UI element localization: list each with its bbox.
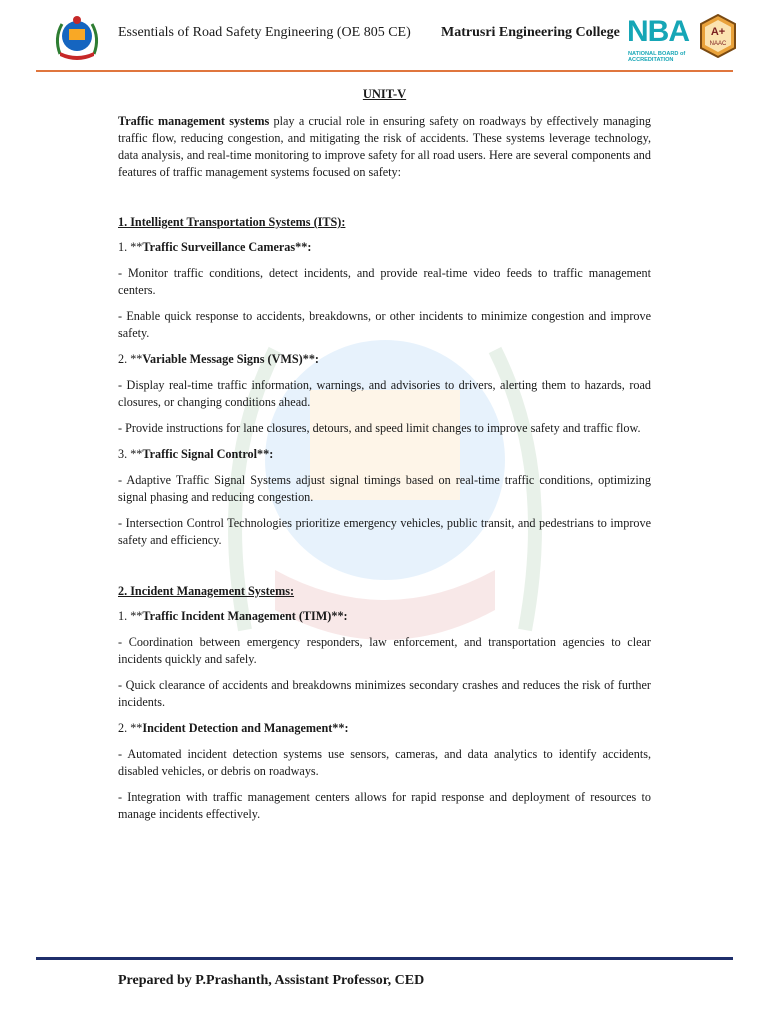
document-body (118, 86, 651, 832)
footer-text: Prepared by P.Prashanth, Assistant Professor, CED (118, 973, 425, 988)
bullet-text: - Integration with traffic management centers allows for rapid response and deployment of resources to manage incidents effectively. (118, 790, 651, 821)
college-logo (52, 14, 102, 64)
item-heading: 1. **Traffic Incident Management (TIM)**: (118, 609, 348, 623)
naac-badge (697, 14, 739, 58)
item-heading: 2. **Incident Detection and Management**: (118, 721, 349, 735)
bullet-text: - Display real-time traffic information, warnings, and advisories to drivers, alerting them to hazards, road closures, or changing conditions ahead. (118, 378, 651, 409)
intro-paragraph (118, 113, 651, 181)
nba-logo: NBA NATIONAL BOARD of ACCREDITATION (627, 15, 689, 64)
naac-grade: A+ (710, 26, 726, 38)
footer-divider (36, 957, 733, 960)
header-divider (36, 70, 733, 72)
bullet-text: - Coordination between emergency responders, law enforcement, and transportation agencies to clear incidents quickly and safely. (118, 635, 651, 666)
section-heading: 1. Intelligent Transportation Systems (ITS): (118, 215, 346, 229)
intro-text: play a crucial role in ensuring safety on roadways by effectively managing traffic flow, reducing congestion, and mitigating the risk of accidents. These systems leverage technology, data analysis, and real-time monitoring to improve safety for all road users. Here are several components and features of traffic management systems focused on safety: (118, 114, 652, 179)
item-heading: 1. **Traffic Surveillance Cameras**: (118, 240, 312, 254)
section-heading: 2. Incident Management Systems: (118, 584, 295, 598)
intro-lead: Traffic management systems (118, 114, 270, 128)
college-name: Matrusri Engineering College (441, 25, 620, 40)
bullet-text: - Adaptive Traffic Signal Systems adjust signal timings based on real-time traffic conditions, optimizing signal phasing and reducing congestion. (118, 473, 651, 504)
bullet-text: - Provide instructions for lane closures, detours, and speed limit changes to improve safety and traffic flow. (118, 421, 641, 435)
item-heading: 2. **Variable Message Signs (VMS)**: (118, 352, 319, 366)
unit-title: UNIT-V (362, 87, 407, 101)
course-title: Essentials of Road Safety Engineering (OE 805 CE) (118, 25, 411, 40)
bullet-text: - Intersection Control Technologies prioritize emergency vehicles, public transit, and pedestrians to improve safety and efficiency. (118, 516, 651, 547)
item-heading: 3. **Traffic Signal Control**: (118, 447, 274, 461)
naac-label: NAAC (709, 41, 727, 47)
bullet-text: - Enable quick response to accidents, breakdowns, or other incidents to minimize congestion and improve safety. (118, 309, 651, 340)
bullet-text: - Quick clearance of accidents and breakdowns minimizes secondary crashes and reduces the risk of further incidents. (118, 678, 651, 709)
bullet-text: - Monitor traffic conditions, detect incidents, and provide real-time video feeds to traffic management centers. (118, 266, 651, 297)
bullet-text: - Automated incident detection systems use sensors, cameras, and data analytics to identify accidents, disabled vehicles, or debris on roadways. (118, 747, 651, 778)
